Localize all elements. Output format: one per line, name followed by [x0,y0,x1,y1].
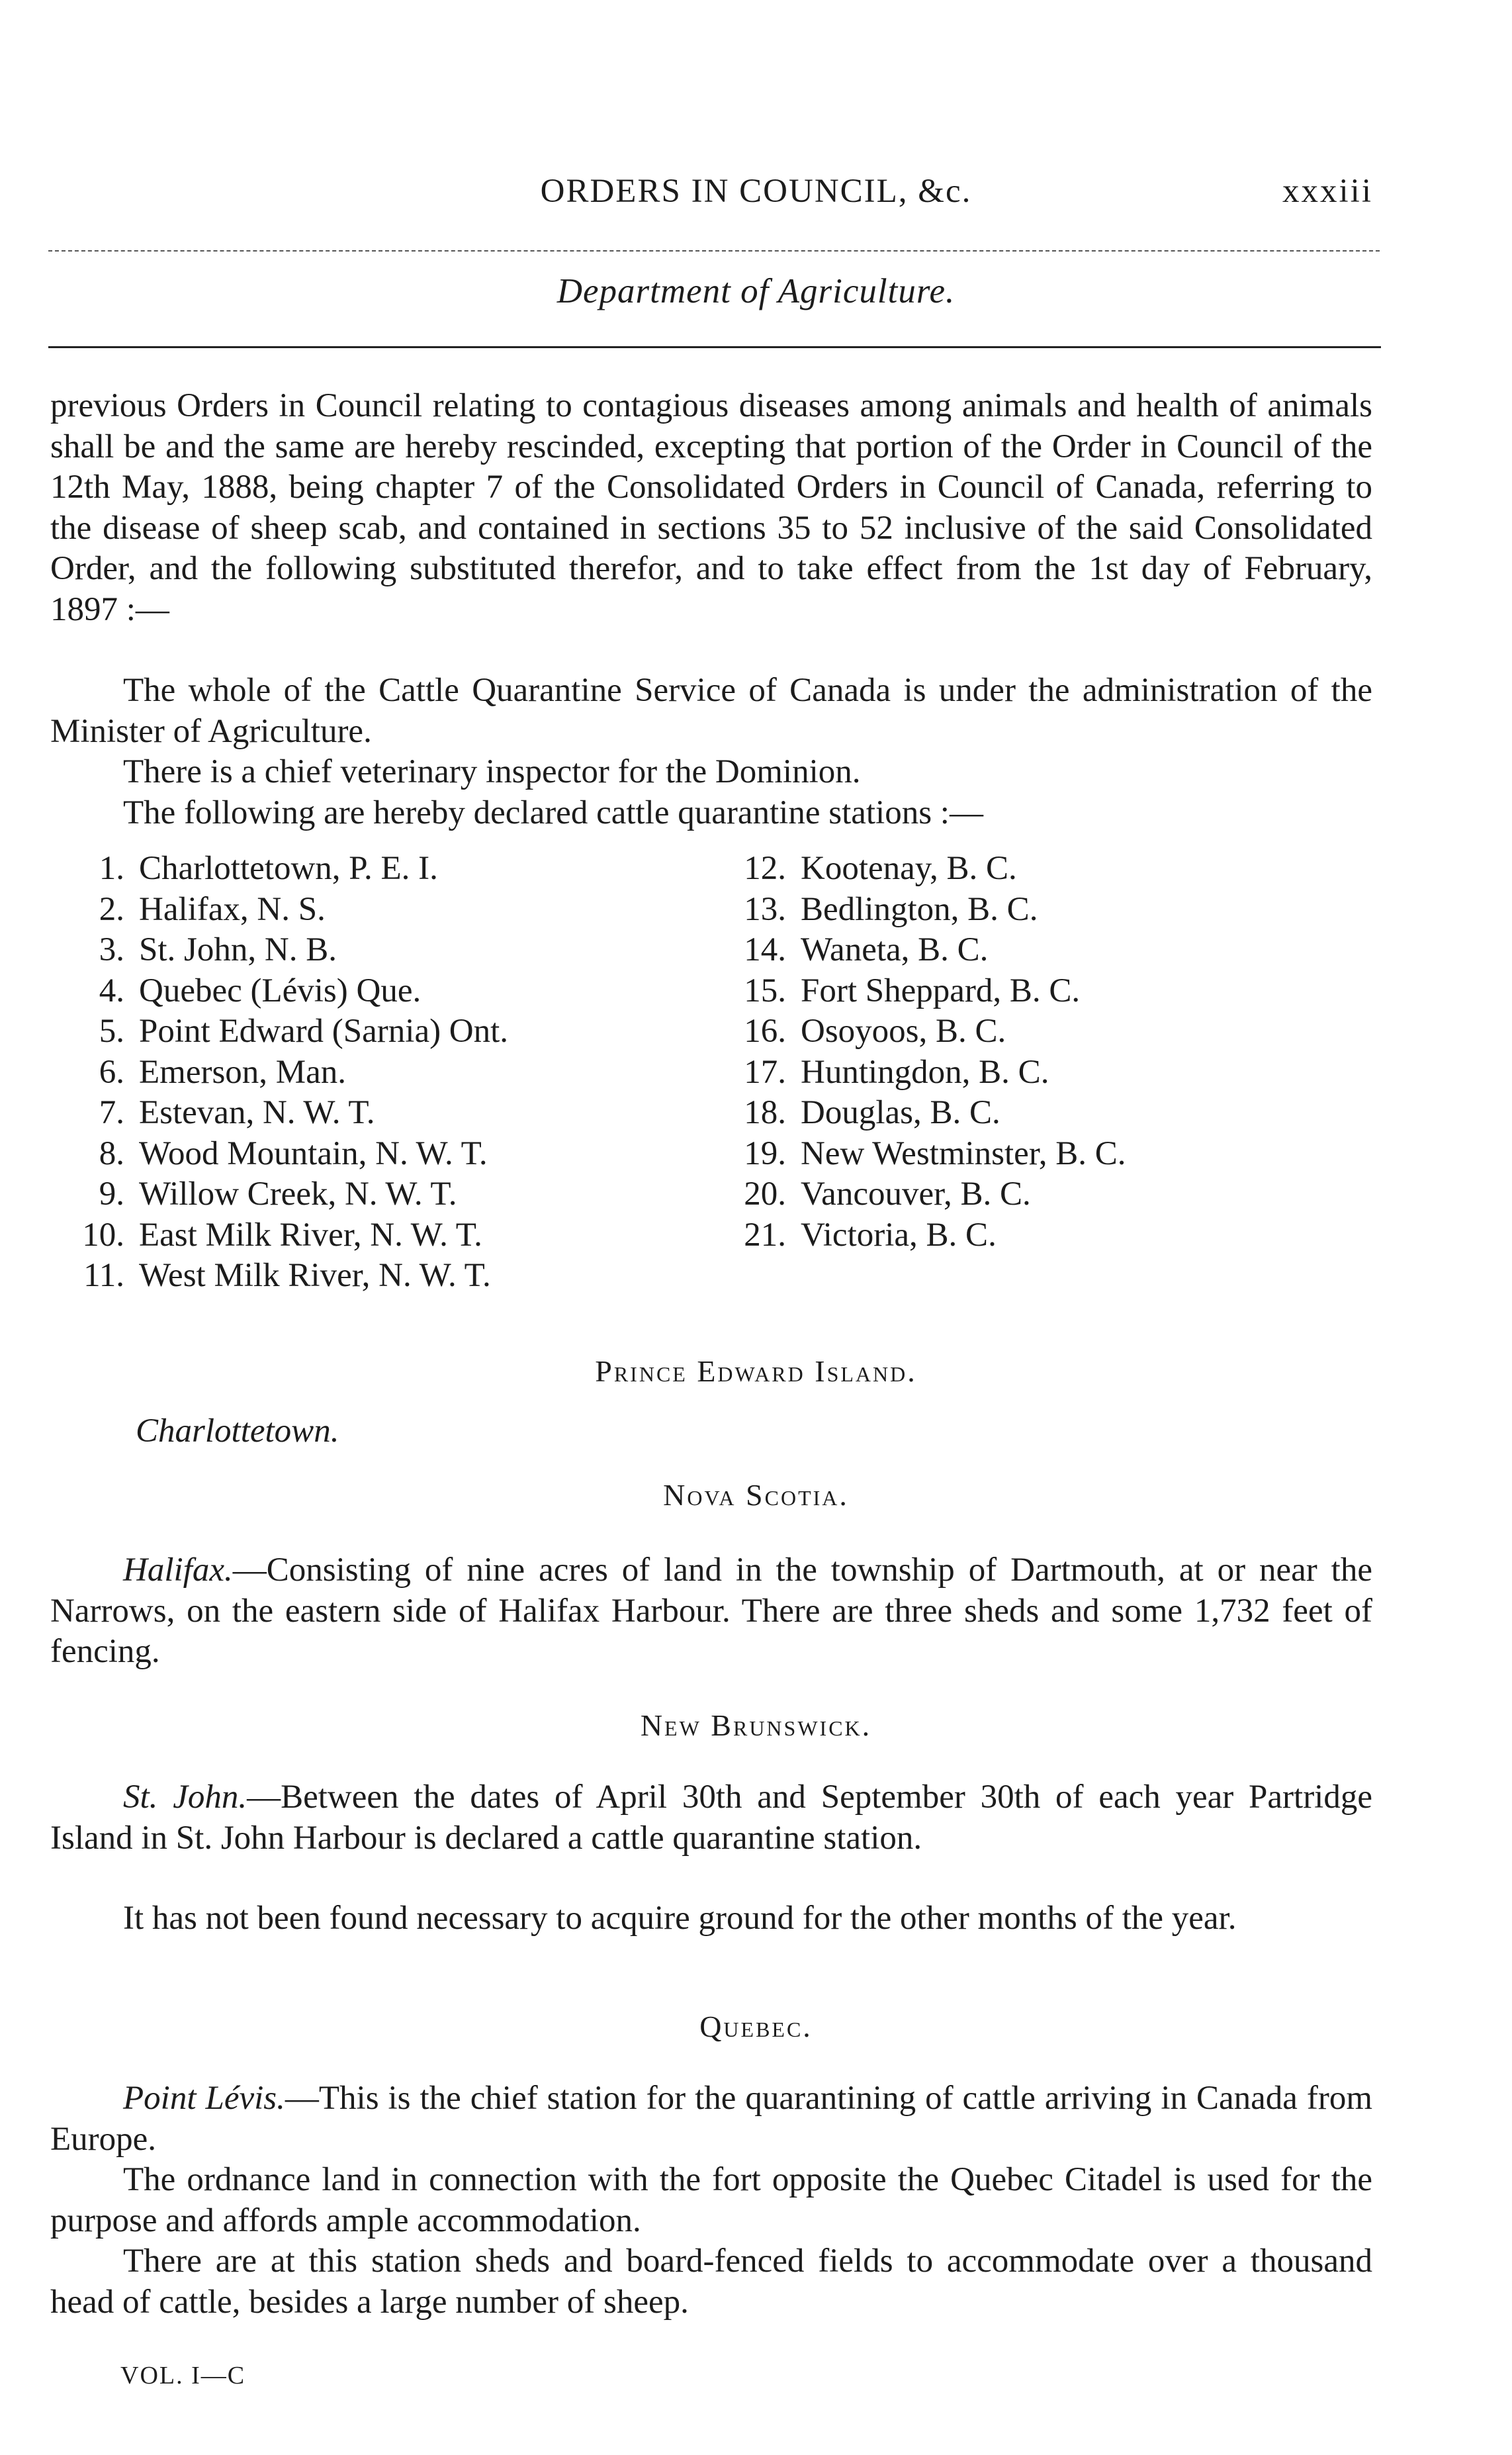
section-title: Department of Agriculture. [556,272,956,310]
paragraph-chief-inspector: There is a chief veterinary inspector for the Dominion. [123,753,861,790]
running-head [0,172,1512,225]
paragraph-halifax: Halifax.—Consisting of nine acres of land in the township of Dartmouth, at or near the Narrows, on the eastern side of Halifax Harbour. There are three sheds and some 1,732 feet of fencing. [50,1552,1372,1670]
header-divider-solid [48,346,1381,348]
list-item: 1. Charlottetown, P. E. I. [99,850,438,887]
list-item: 2. Halifax, N. S. [99,890,326,928]
list-item: 12. Kootenay, B. C. [744,850,1017,887]
heading-prince-edward-island: Prince Edward Island. [595,1354,917,1388]
heading-quebec: Quebec. [699,2010,813,2043]
station-lead-halifax: Halifax. [123,1552,233,1589]
list-item: 11. West Milk River, N. W. T. [83,1257,491,1294]
page-number: xxxiii [1282,173,1373,210]
heading-new-brunswick: New Brunswick. [640,1708,872,1742]
list-item: 15. Fort Sheppard, B. C. [744,972,1081,1009]
list-item: 16. Osoyoos, B. C. [744,1013,1006,1050]
list-item: 3. St. John, N. B. [99,931,337,968]
list-item: 21. Victoria, B. C. [744,1216,997,1254]
list-item: 19. New Westminster, B. C. [744,1135,1126,1172]
running-title: ORDERS IN COUNCIL, &c. [540,173,972,210]
intro-paragraph: previous Orders in Council relating to contagious diseases among animals and health of animals shall be and the same are hereby rescinded, excepting that portion of the Order in Council of the 12th May, 1888, being chapter 7 of the Consolidated Orders in Council of Canada, referring to the disease of sheep scab, and contained in sections 35 to 52 inclusive of the said Consolidated Order, and the following substituted therefor, and to take effect from the 1st day of February, 1897 :— [50,387,1372,628]
list-item: 4. Quebec (Lévis) Que. [99,972,422,1009]
paragraph-ordnance-land: The ordnance land in connection with the fort opposite the Quebec Citadel is used for the purpose and affords ample accommodation. [50,2161,1372,2239]
list-item: 6. Emerson, Man. [99,1053,347,1091]
station-lead-point-levis: Point Lévis. [123,2080,285,2117]
paragraph-point-levis: Point Lévis.—This is the chief station for the quarantining of cattle arriving in Canada from Europe. [50,2080,1372,2158]
footer-signature: VOL. I—C [120,2362,246,2389]
station-lead-st-john: St. John. [123,1779,247,1816]
paragraph-st-john: St. John.—Between the dates of April 30th and September 30th of each year Partridge Island in St. John Harbour is declared a cattle quarantine station. [50,1779,1372,1857]
paragraph-sheds-fields: There are at this station sheds and board-fenced fields to accommodate over a thousand head of cattle, besides a large number of sheep. [50,2243,1372,2321]
list-item: 13. Bedlington, B. C. [744,890,1038,928]
list-item: 7. Estevan, N. W. T. [99,1094,375,1131]
paragraph-st-john-other-months: It has not been found necessary to acquire ground for the other months of the year. [123,1900,1237,1937]
list-item: 9. Willow Creek, N. W. T. [99,1176,457,1213]
paragraph-stations-intro: The following are hereby declared cattle quarantine stations :— [123,794,983,831]
list-item: 5. Point Edward (Sarnia) Ont. [99,1013,509,1050]
list-item: 17. Huntingdon, B. C. [744,1053,1049,1091]
list-item: 20. Vancouver, B. C. [744,1176,1031,1213]
heading-nova-scotia: Nova Scotia. [663,1478,849,1512]
stations-list-right [728,849,1126,1256]
stations-list-left [66,849,508,1297]
station-charlottetown: Charlottetown. [136,1413,339,1450]
list-item: 8. Wood Mountain, N. W. T. [99,1135,488,1172]
list-item: 14. Waneta, B. C. [744,931,989,968]
paragraph-administration: The whole of the Cattle Quarantine Service of Canada is under the administration of the Minister of Agriculture. [50,672,1372,750]
list-item: 10. East Milk River, N. W. T. [82,1216,482,1254]
list-item: 18. Douglas, B. C. [744,1094,1001,1131]
header-divider-dashed [48,250,1380,252]
